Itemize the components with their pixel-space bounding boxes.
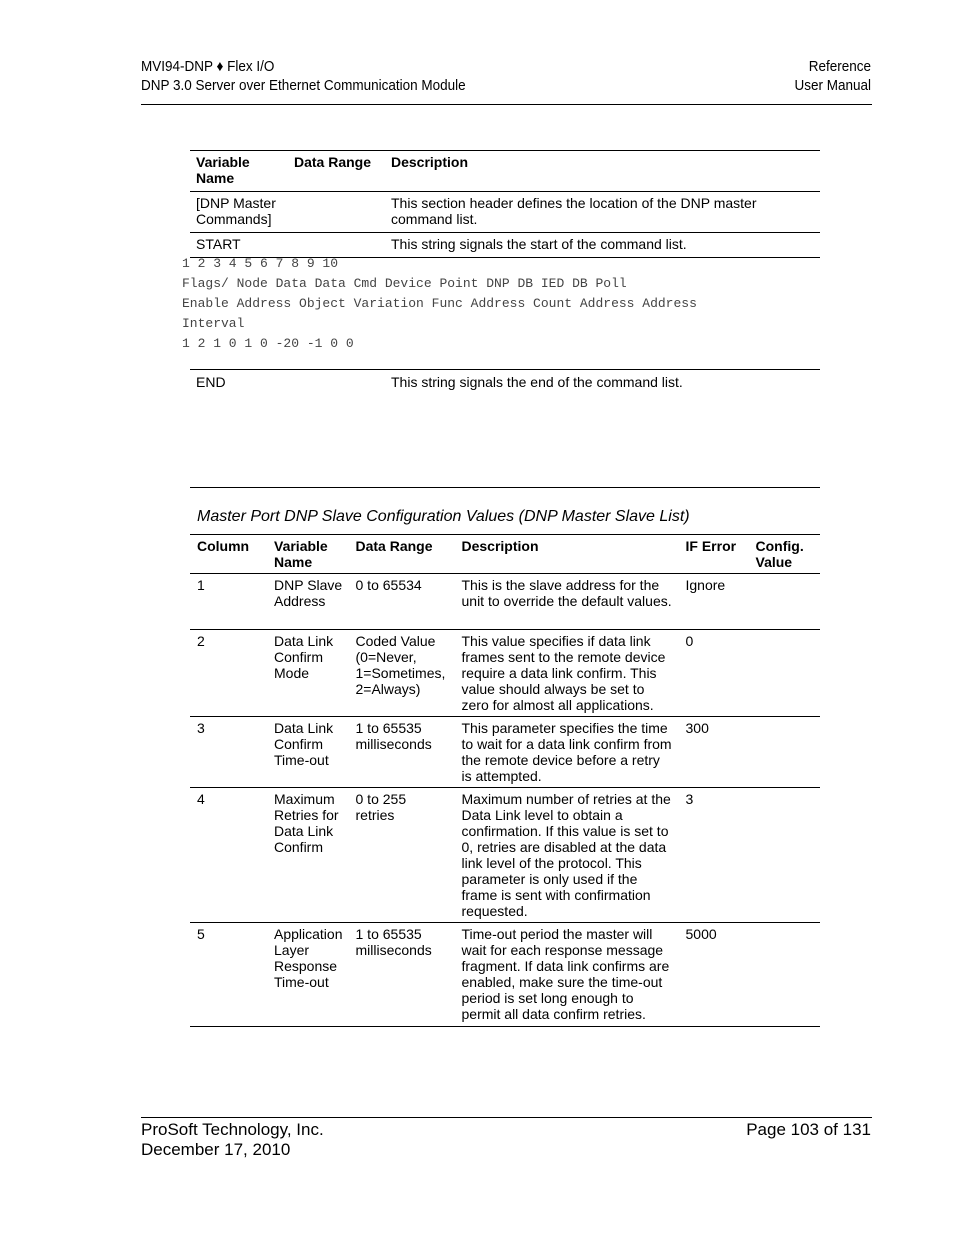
column-header: Column — [197, 538, 250, 554]
header-divider — [141, 104, 872, 105]
table-cell: 5000 — [685, 926, 717, 942]
table-cell: 3 — [197, 720, 205, 736]
table-cell: Data Link Confirm Time-out — [274, 720, 334, 768]
table-header-row — [190, 535, 820, 574]
footer-left — [141, 1120, 324, 1160]
header-right — [794, 57, 871, 95]
command-code-block — [182, 251, 820, 370]
footer-divider — [141, 1117, 872, 1118]
header-left — [141, 57, 466, 95]
table-cell: 1 to 65535 milliseconds — [355, 720, 432, 752]
table-cell: Data Link Confirm Mode — [274, 633, 334, 681]
table-row — [190, 788, 820, 923]
table-caption: Master Port DNP Slave Configuration Values (DNP Master Slave List) — [197, 508, 690, 525]
table-cell: 300 — [685, 720, 709, 736]
command-list-table — [190, 150, 820, 258]
table-cell: This parameter specifies the time to wait for a data link confirm from the remote device before a retry is attempted. — [461, 720, 672, 784]
table-cell: Ignore — [685, 577, 726, 593]
code-line: 1 2 3 4 5 6 7 8 9 10 — [182, 256, 339, 271]
table-cell: Maximum number of retries at the Data Link level to obtain a confirmation. If this value is set to 0, retries are disabled at the data link level of the protocol. This parameter is only used if the frame is sent with confirmation requested. — [461, 791, 671, 919]
table-cell: This section header defines the location of the DNP master command list. — [391, 195, 757, 227]
table-cell: END — [196, 374, 226, 390]
table-cell: 1 — [197, 577, 205, 593]
table-cell: This string signals the end of the command list. — [391, 374, 683, 390]
header-doc-type: User Manual — [794, 77, 871, 94]
table-header-row — [190, 151, 820, 192]
column-header: Data Range — [294, 154, 372, 170]
page-number: Page 103 of 131 — [746, 1120, 871, 1139]
table-cell: Application Layer Response Time-out — [274, 926, 343, 990]
column-header: Description — [461, 538, 539, 554]
table-cell — [749, 923, 821, 1027]
table-cell — [749, 630, 821, 717]
footer-date: December 17, 2010 — [141, 1140, 291, 1159]
table-cell: 0 to 255 retries — [355, 791, 407, 823]
code-line: Interval — [182, 316, 245, 331]
code-line: Flags/ Node Data Data Cmd Device Point DNP DB IED DB Poll — [182, 276, 627, 291]
header-module: DNP 3.0 Server over Ethernet Communication Module — [141, 77, 466, 94]
header-section: Reference — [808, 58, 871, 75]
table-cell — [749, 574, 821, 630]
column-header: Variable Name — [196, 154, 250, 186]
footer-company: ProSoft Technology, Inc. — [141, 1120, 324, 1139]
code-line: 1 2 1 0 1 0 -20 -1 0 0 — [182, 336, 354, 351]
code-line: Enable Address Object Variation Func Address Count Address Address — [182, 296, 697, 311]
table-cell: 5 — [197, 926, 205, 942]
column-header: Config. Value — [755, 538, 804, 570]
table-row — [190, 630, 820, 717]
table-cell: 4 — [197, 791, 205, 807]
table-row — [190, 574, 820, 630]
table-cell: 3 — [685, 791, 694, 807]
table-cell: This string signals the start of the command list. — [391, 236, 687, 252]
column-header: Variable Name — [274, 538, 328, 570]
header-product: MVI94-DNP ♦ Flex I/O — [141, 58, 275, 75]
table-cell: Coded Value (0=Never, 1=Sometimes, 2=Always) — [355, 633, 446, 697]
table-cell: Maximum Retries for Data Link Confirm — [274, 791, 339, 855]
table-cell: 1 to 65535 milliseconds — [355, 926, 432, 958]
table-cell — [749, 717, 821, 788]
table-row — [190, 923, 820, 1027]
table-cell: Time-out period the master will wait for each response message fragment. If data link confirms are enabled, make sure the time-out period is set long enough to permit all data confirm retries. — [461, 926, 670, 1022]
table-row — [190, 192, 820, 233]
table-cell: This value specifies if data link frames sent to the remote device require a data link confirm. This value should always be set to zero for almost all applications. — [461, 633, 666, 713]
table-cell: 2 — [197, 633, 205, 649]
table-cell: This is the slave address for the unit to override the default values. — [461, 577, 672, 609]
table-cell: DNP Slave Address — [274, 577, 343, 609]
column-header: Data Range — [355, 538, 433, 554]
table-cell: START — [196, 236, 241, 252]
column-header: IF Error — [685, 538, 737, 554]
slave-config-table — [190, 534, 820, 1027]
table-row — [190, 717, 820, 788]
table-cell — [288, 192, 385, 233]
column-header: Description — [391, 154, 469, 170]
table-cell: [DNP Master Commands] — [196, 195, 276, 227]
table-cell: 0 — [685, 633, 694, 649]
section-divider — [190, 487, 820, 488]
table-cell: 0 to 65534 — [355, 577, 422, 593]
table-cell — [749, 788, 821, 923]
